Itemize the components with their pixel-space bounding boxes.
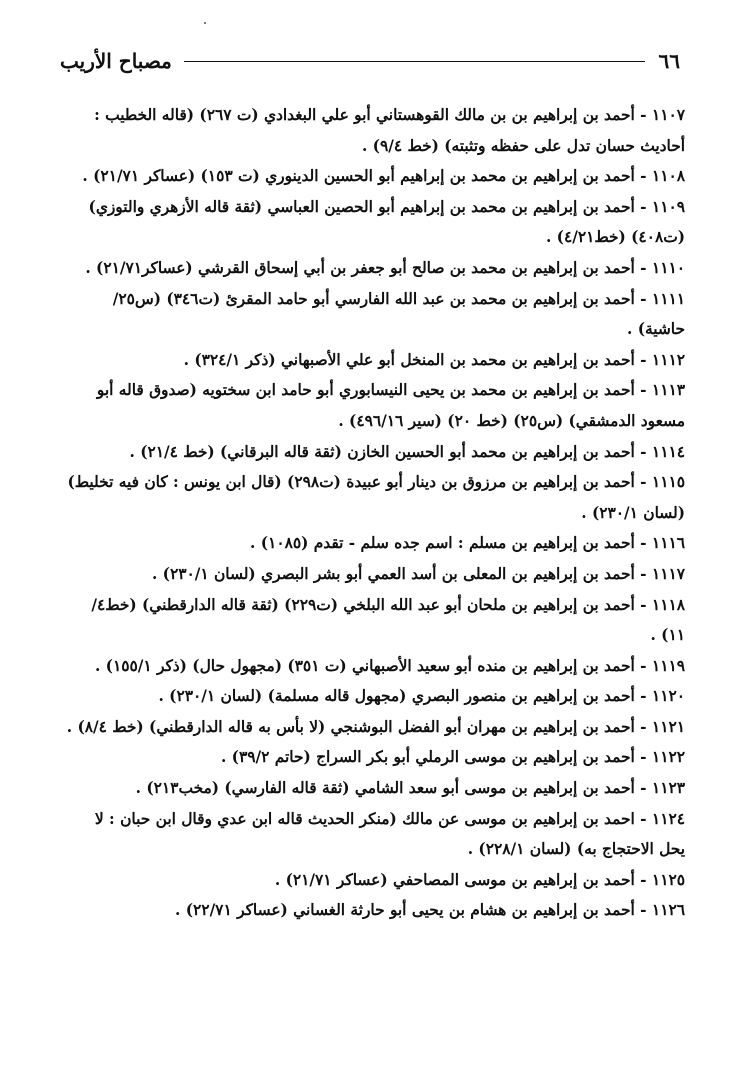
entry-1114: ١١١٤ - أحمد بن إبراهيم بن محمد أبو الحسين الخازن (ثقة قاله البرقاني) (خط ٢١/٤) . (129, 442, 685, 461)
entries-list (65, 100, 685, 926)
page-header (60, 44, 680, 78)
entry-1113: ١١١٣ - أحمد بن إبراهيم بن محمد بن يحيى النيسابوري أبو حامد ابن سختويه (صدوق قاله أبو مسعود الدمشقي) (س٢٥) (خط ٢٠) (سير ٤٩٦/١٦) . (96, 381, 685, 430)
entry-1123: ١١٢٣ - أحمد بن إبراهيم بن موسى أبو سعد الشامي (ثقة قاله الفارسي) (مخب٢١٣) . (135, 779, 685, 798)
entry-1107: ١١٠٧ - أحمد بن إبراهيم بن بن مالك القوهستاني أبو علي البغدادي (ت ٢٦٧) (قاله الخطيب : أحاديث حسان تدل على حفظه وتثبته) (خط ٩/٤) . (94, 106, 685, 155)
entry-1110: ١١١٠ - أحمد بن إبراهيم بن محمد بن صالح أبو جعفر بن أبي إسحاق القرشي (عساكر٢١/٧١) . (85, 258, 685, 277)
entry-1112: ١١١٢ - أحمد بن إبراهيم بن محمد بن المنخل أبو علي الأصبهاني (ذكر ٣٢٤/١) . (183, 350, 685, 369)
entry-1117: ١١١٧ - أحمد بن إبراهيم بن المعلى بن أسد العمي أبو بشر البصري (لسان ٢٣٠/١) . (151, 564, 685, 583)
entry-1118: ١١١٨ - أحمد بن إبراهيم بن ملحان أبو عبد الله البلخي (ت٢٢٩) (ثقة قاله الدارقطني) (خط٤/ ١١) . (91, 595, 685, 645)
entry-1121: ١١٢١ - أحمد بن إبراهيم بن مهران أبو الفضل البوشنجي (لا بأس به قاله الدارقطني) (خط ٨/٤) . (66, 717, 685, 736)
entry-1109: ١١٠٩ - أحمد بن إبراهيم بن محمد بن إبراهيم أبو الحصين العباسي (ثقة قاله الأزهري والتوزي) (ت٤٠٨) (خط٤/٢١) . (88, 197, 685, 247)
entry-1122: ١١٢٢ - أحمد بن إبراهيم بن موسى الرملي أبو بكر السراج (حاتم ٣٩/٢) . (220, 748, 685, 767)
book-title: مصباح الأريب (60, 49, 172, 73)
scan-speck (204, 22, 206, 24)
entry-1111: ١١١١ - أحمد بن إبراهيم بن محمد بن عبد الله الفارسي أبو حامد المقرئ (ت٣٤٦) (س٢٥/ حاشية) . (112, 289, 685, 339)
entry-1125: ١١٢٥ - أحمد بن إبراهيم بن موسى المصاحفي (عساكر ٢١/٧١) . (274, 870, 685, 889)
entry-1119: ١١١٩ - أحمد بن إبراهيم بن منده أبو سعيد الأصبهاني (ت ٣٥١) (مجهول حال) (ذكر ١٥٥/١) . (94, 656, 685, 675)
entry-1126: ١١٢٦ - أحمد بن إبراهيم بن هشام بن يحيى أبو حارثة الغساني (عساكر ٢٢/٧١) . (175, 901, 685, 920)
page-number: ٦٦ (658, 49, 680, 73)
entry-1120: ١١٢٠ - أحمد بن إبراهيم بن منصور البصري (مجهول قاله مسلمة) (لسان ٢٣٠/١) . (158, 687, 685, 706)
entry-1124: ١١٢٤ - احمد بن إبراهيم بن موسى عن مالك (منكر الحديث قاله ابن عدي وقال ابن حبان : لا يحل الاحتجاج به) (لسان ٢٢٨/١) . (94, 809, 685, 859)
entry-1108: ١١٠٨ - أحمد بن إبراهيم بن محمد بن إبراهيم أبو الحسين الدينوري (ت ١٥٣) (عساكر ٢١/٧١) . (82, 167, 685, 186)
entry-1115: ١١١٥ - أحمد بن إبراهيم بن مرزوق بن دينار أبو عبيدة (ت٢٩٨) (قال ابن يونس : كان فيه تخليط) (لسان ٢٣٠/١) . (67, 473, 685, 522)
entry-1116: ١١١٦ - أحمد بن إبراهيم بن مسلم : اسم جده سلم - تقدم (١٠٨٥) . (250, 534, 685, 553)
header-rule (184, 61, 645, 62)
